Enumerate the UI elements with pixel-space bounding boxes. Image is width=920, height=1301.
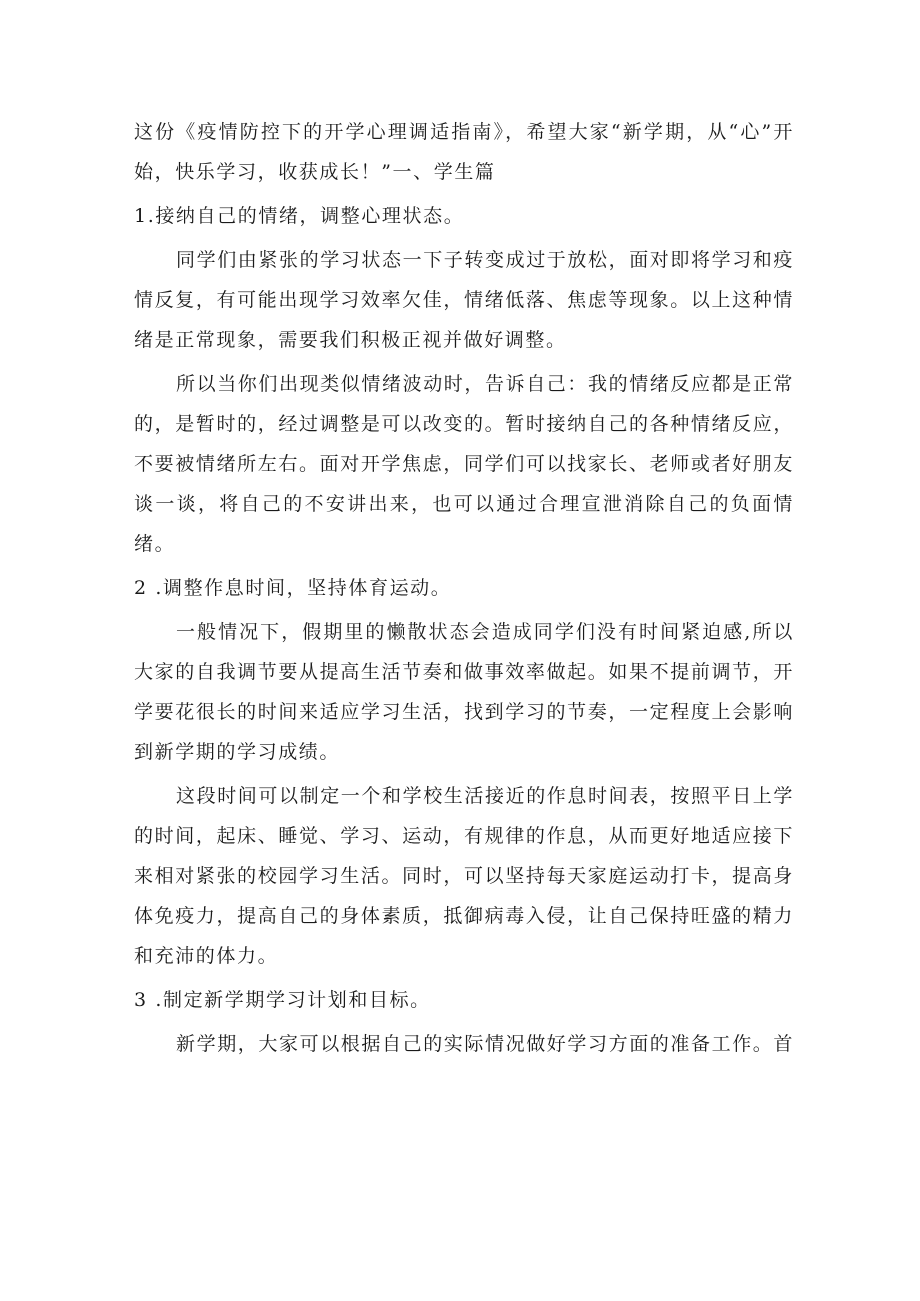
section-heading-2: 2 .调整作息时间，坚持体育运动。 xyxy=(134,577,452,599)
body-paragraph: 一般情况下，假期里的懒散状态会造成同学们没有时间紧迫感,所以大家的自我调节要从提高生活节奏和做事效率做起。如果不提前调节，开学要花很长的时间来适应学习生活，找到学习的节奏，一定程度上会影响到新学期的学习成绩。 xyxy=(134,621,794,763)
section-heading-1: 1.接纳自己的情绪，调整心理状态。 xyxy=(134,205,465,227)
intro-paragraph: 这份《疫情防控下的开学心理调适指南》，希望大家“新学期，从“心”开始，快乐学习，收获成长！”一、学生篇 xyxy=(134,121,794,183)
body-paragraph: 新学期，大家可以根据自己的实际情况做好学习方面的准备工作。首 xyxy=(176,1033,795,1055)
section-heading-3: 3 .制定新学期学习计划和目标。 xyxy=(134,989,431,1011)
body-paragraph: 这段时间可以制定一个和学校生活接近的作息时间表，按照平日上学的时间，起床、睡觉、学习、运动，有规律的作息，从而更好地适应接下来相对紧张的校园学习生活。同时，可以坚持每天家庭运动打卡，提高身体免疫力，提高自己的身体素质，抵御病毒入侵，让自己保持旺盛的精力和充沛的体力。 xyxy=(134,785,795,967)
body-paragraph: 所以当你们出现类似情绪波动时，告诉自己：我的情绪反应都是正常的，是暂时的，经过调整是可以改变的。暂时接纳自己的各种情绪反应，不要被情绪所左右。面对开学焦虑，同学们可以找家长、老师或者好朋友谈一谈，将自己的不安讲出来，也可以通过合理宣泄消除自己的负面情绪。 xyxy=(134,373,795,555)
document-body xyxy=(134,112,794,1068)
body-paragraph: 同学们由紧张的学习状态一下子转变成过于放松，面对即将学习和疫情反复，有可能出现学习效率欠佳，情绪低落、焦虑等现象。以上这种情绪是正常现象，需要我们积极正视并做好调整。 xyxy=(134,249,795,351)
